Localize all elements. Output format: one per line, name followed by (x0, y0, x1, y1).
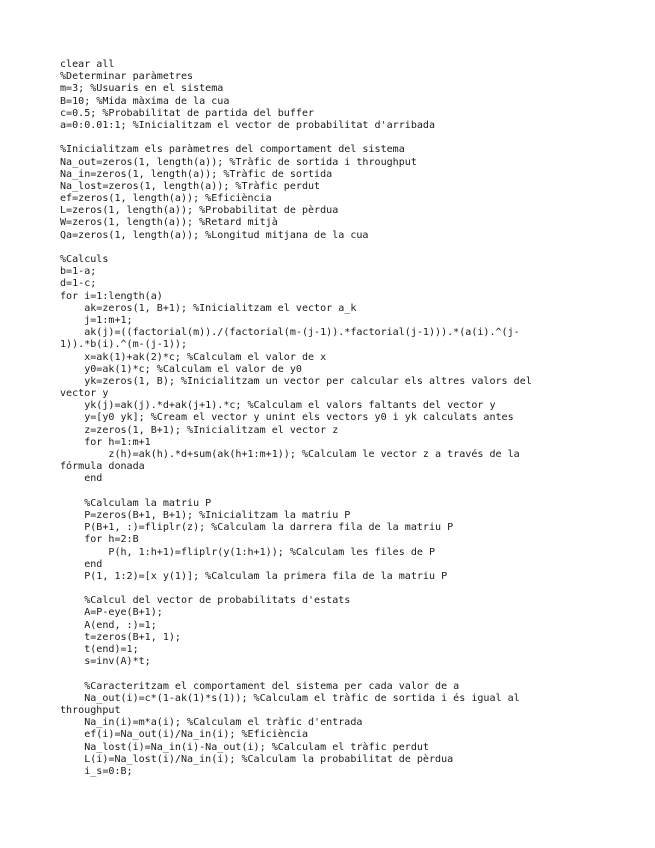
code-line: y0=ak(1)*c; %Calculam el valor de y0 (60, 363, 302, 375)
code-line: Na_out(i)=c*(1-ak(1)*s(1)); %Calculam el tràfic de sortida i és igual al (60, 692, 520, 704)
code-line: throughput (60, 704, 121, 716)
code-line: %Determinar paràmetres (60, 71, 194, 83)
code-line: ef=zeros(1, length(a)); %Eficiència (60, 193, 272, 205)
code-line: for h=2:B (60, 534, 139, 546)
code-line: ak=zeros(1, B+1); %Inicialitzam el vector a_k (60, 302, 357, 314)
code-line: j=1:m+1; (60, 314, 133, 326)
code-line: for h=1:m+1 (60, 436, 151, 448)
code-line: z=zeros(1, B+1); %Inicialitzam el vector z (60, 424, 339, 436)
code-listing (60, 59, 620, 778)
code-line: A(end, :)=1; (60, 619, 157, 631)
code-line: t=zeros(B+1, 1); (60, 631, 181, 643)
code-line: a=0:0.01:1; %Inicialitzam el vector de probabilitat d'arribada (60, 119, 436, 131)
code-line: %Calcul del vector de probabilitats d'estats (60, 595, 351, 607)
code-line: yk=zeros(1, B); %Inicialitzam un vector per calcular els altres valors del (60, 375, 532, 387)
code-line: B=10; %Mida màxima de la cua (60, 95, 230, 107)
code-line: ef(i)=Na_out(i)/Na_in(i); %Eficiència (60, 729, 308, 741)
code-line: y=[y0 yk]; %Cream el vector y unint els vectors y0 i yk calculats antes (60, 412, 514, 424)
code-line (60, 242, 620, 254)
code-line: %Calculs (60, 254, 109, 265)
code-line: A=P-eye(B+1); (60, 607, 163, 619)
code-line: Na_lost(i)=Na_in(i)-Na_out(i); %Calculam el tràfic perdut (60, 741, 429, 753)
code-line: %Calculam la matriu P (60, 497, 212, 509)
code-line: P(1, 1:2)=[x y(1)]; %Calculam la primera fila de la matriu P (60, 570, 448, 582)
code-line: fórmula donada (60, 461, 145, 473)
code-line: W=zeros(1, length(a)); %Retard mitjà (60, 217, 278, 229)
code-line: 1)).*b(i).^(m-(j-1)); (60, 339, 188, 351)
code-line: Na_in(i)=m*a(i); %Calculam el tràfic d'entrada (60, 717, 363, 729)
code-line: i_s=0:B; (60, 765, 133, 777)
code-line: end (60, 558, 103, 570)
code-line: P(h, 1:h+1)=fliplr(y(1:h+1)); %Calculam les files de P (60, 546, 436, 558)
code-line: z(h)=ak(h).*d+sum(ak(h+1:m+1)); %Calculam le vector z a través de la (60, 449, 520, 460)
code-line (60, 486, 620, 498)
code-line (60, 583, 620, 595)
code-line: ak(j)=((factorial(m))./(factorial(m-(j-1)).*factorial(j-1))).*(a(i).^(j- (60, 327, 520, 339)
code-line: d=1-c; (60, 278, 97, 290)
code-line: end (60, 473, 103, 485)
code-line: b=1-a; (60, 266, 97, 278)
code-line: s=inv(A)*t; (60, 656, 151, 668)
code-line: Na_out=zeros(1, length(a)); %Tràfic de sortida i throughput (60, 156, 417, 168)
code-line: L=zeros(1, length(a)); %Probabilitat de pèrdua (60, 205, 339, 217)
code-line: P=zeros(B+1, B+1); %Inicialitzam la matriu P (60, 509, 351, 521)
code-line: Na_lost=zeros(1, length(a)); %Tràfic perdut (60, 180, 321, 192)
code-line: t(end)=1; (60, 644, 139, 655)
code-line: clear all (60, 59, 115, 70)
code-line: m=3; %Usuaris en el sistema (60, 83, 224, 95)
code-line: %Caracteritzam el comportament del sistema per cada valor de a (60, 680, 460, 692)
code-line: c=0.5; %Probabilitat de partida del buffer (60, 107, 315, 119)
code-line: for i=1:length(a) (60, 290, 163, 302)
code-line: L(i)=Na_lost(i)/Na_in(i); %Calculam la probabilitat de pèrdua (60, 753, 454, 765)
code-line (60, 132, 620, 144)
code-line: %Inicialitzam els paràmetres del comportament del sistema (60, 144, 405, 156)
code-line: x=ak(1)+ak(2)*c; %Calculam el valor de x (60, 351, 327, 363)
code-line: P(B+1, :)=fliplr(z); %Calculam la darrera fila de la matriu P (60, 522, 454, 534)
code-line: vector y (60, 388, 109, 400)
code-line: Qa=zeros(1, length(a)); %Longitud mitjana de la cua (60, 229, 369, 241)
code-line (60, 668, 620, 680)
code-line: yk(j)=ak(j).*d+ak(j+1).*c; %Calculam el valors faltants del vector y (60, 400, 496, 412)
code-line: Na_in=zeros(1, length(a)); %Tràfic de sortida (60, 168, 333, 180)
